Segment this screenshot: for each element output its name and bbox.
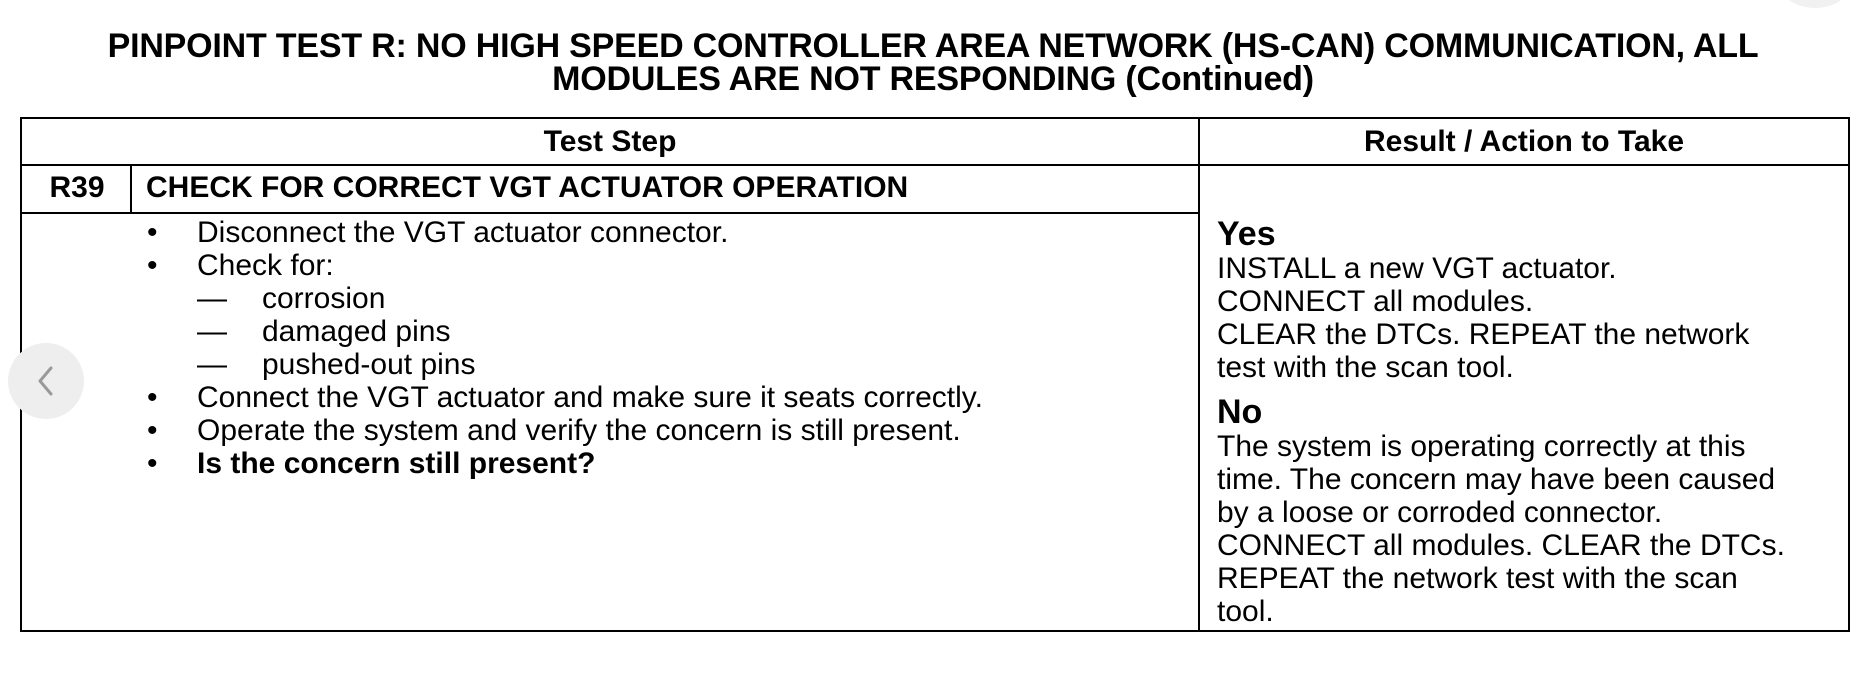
no-line: tool. [1217,595,1274,628]
no-line: The system is operating correctly at this [1217,430,1746,463]
step-title-divider [22,212,1198,214]
test-step-header: Test Step [543,124,677,158]
step-instructions [142,216,1212,480]
title-line-2: MODULES ARE NOT RESPONDING (Continued) [552,60,1314,98]
step-text: Connect the VGT actuator and make sure it seats correctly. [197,381,983,414]
step-text: Disconnect the VGT actuator connector. [197,216,729,249]
pinpoint-test-table [20,117,1850,632]
yes-line: CONNECT all modules. [1217,285,1534,318]
title-line-1: PINPOINT TEST R: NO HIGH SPEED CONTROLLER AREA NETWORK (HS-CAN) COMMUNICATION, ALL [107,27,1759,65]
list-item [142,414,1212,447]
page-title [0,27,1866,98]
step-id: R39 [49,171,105,204]
sub-list-item [142,348,1212,381]
no-line: REPEAT the network test with the scan [1217,562,1738,595]
list-item [142,447,1212,480]
step-text: Check for: [197,249,334,282]
chevron-left-icon [34,363,58,399]
yes-line: INSTALL a new VGT actuator. [1217,252,1617,285]
list-item [142,249,1212,282]
bullet-icon: • [147,381,158,414]
yes-label: Yes [1217,215,1276,253]
result-action [1217,216,1847,628]
step-text: Operate the system and verify the concern is still present. [197,414,961,447]
no-label: No [1217,393,1263,431]
step-text: corrosion [262,282,386,315]
sub-list-item [142,282,1212,315]
result-action-header: Result / Action to Take [1363,124,1685,158]
list-item [142,381,1212,414]
step-text: pushed-out pins [262,348,476,381]
bullet-icon: • [147,216,158,249]
dash-icon: — [197,282,227,315]
bullet-icon: • [147,447,158,480]
step-text: damaged pins [262,315,451,348]
dash-icon: — [197,348,227,381]
no-line: by a loose or corroded connector. [1217,496,1663,529]
step-question: Is the concern still present? [197,447,596,480]
dash-icon: — [197,315,227,348]
no-line: CONNECT all modules. CLEAR the DTCs. [1217,529,1785,562]
no-line: time. The concern may have been caused [1217,463,1776,496]
yes-line: test with the scan tool. [1217,351,1514,384]
next-page-button[interactable] [1780,0,1850,8]
list-item [142,216,1212,249]
bullet-icon: • [147,414,158,447]
sub-list-item [142,315,1212,348]
bullet-icon: • [147,249,158,282]
step-title: CHECK FOR CORRECT VGT ACTUATOR OPERATION [146,171,909,204]
yes-line: CLEAR the DTCs. REPEAT the network [1217,318,1750,351]
previous-page-button[interactable] [8,343,84,419]
